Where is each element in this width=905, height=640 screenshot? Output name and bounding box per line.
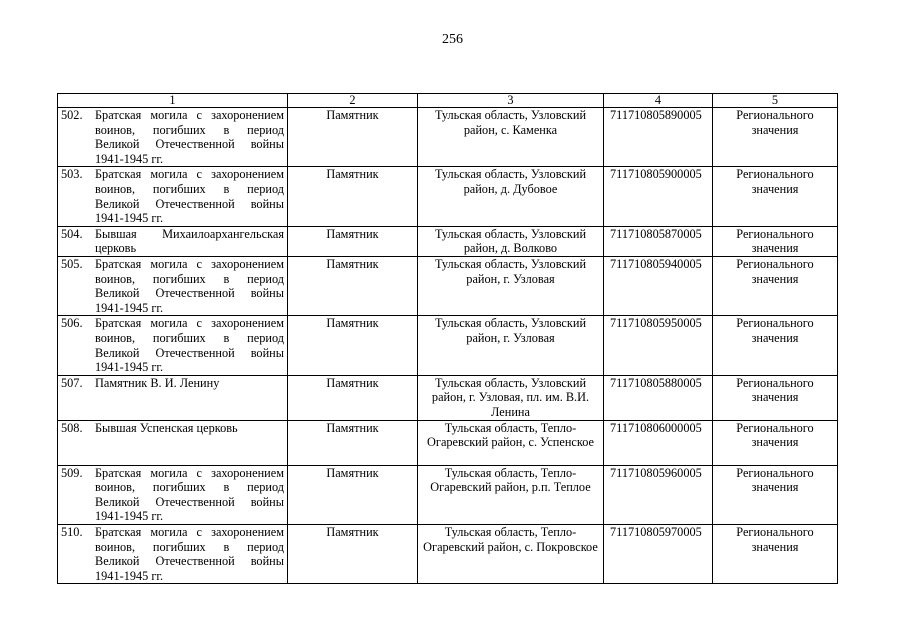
- row-number: 505.: [61, 256, 83, 271]
- significance-category: Регионального значения: [713, 226, 838, 256]
- table-row: [58, 316, 838, 375]
- object-name-cell: [58, 108, 288, 167]
- table-row: [58, 256, 838, 315]
- object-location: Тульская область, Узловский район, г. Узловая: [418, 316, 604, 375]
- object-type: Памятник: [288, 167, 418, 226]
- column-header-3: 3: [418, 94, 604, 108]
- object-location: Тульская область, Узловский район, с. Каменка: [418, 108, 604, 167]
- significance-category: Регионального значения: [713, 167, 838, 226]
- table-row: [58, 525, 838, 584]
- object-type: Памятник: [288, 465, 418, 524]
- object-name-cell: [58, 465, 288, 524]
- heritage-table: [57, 93, 838, 584]
- table-row: [58, 465, 838, 524]
- object-name: Братская могила с захоронением воинов, погибших в период Великой Отечественной войны 1941-1945 гг.: [95, 108, 284, 166]
- registry-number: 711710805890005: [604, 108, 713, 167]
- row-number: 509.: [61, 465, 83, 480]
- object-name-cell: [58, 525, 288, 584]
- object-name: Братская могила с захоронением воинов, погибших в период Великой Отечественной войны 1941-1945 гг.: [95, 316, 284, 375]
- significance-category: Регионального значения: [713, 108, 838, 167]
- table-row: [58, 375, 838, 420]
- row-number: 510.: [61, 525, 83, 540]
- row-number: 503.: [61, 167, 83, 182]
- object-location: Тульская область, Узловский район, д. Дубовое: [418, 167, 604, 226]
- row-number: 506.: [61, 316, 83, 331]
- row-number: 508.: [61, 420, 83, 435]
- row-number: 502.: [61, 108, 83, 122]
- object-name: Бывшая Успенская церковь: [95, 420, 238, 435]
- object-location: Тульская область, Узловский район, д. Волково: [418, 226, 604, 256]
- object-type: Памятник: [288, 420, 418, 465]
- registry-number: 711710805880005: [604, 375, 713, 420]
- significance-category: Регионального значения: [713, 375, 838, 420]
- row-number: 504.: [61, 226, 83, 241]
- object-location: Тульская область, Тепло-Огаревский район, с. Успенское: [418, 420, 604, 465]
- object-location: Тульская область, Тепло-Огаревский район, р.п. Теплое: [418, 465, 604, 524]
- registry-number: 711710805900005: [604, 167, 713, 226]
- registry-number: 711710805960005: [604, 465, 713, 524]
- object-type: Памятник: [288, 375, 418, 420]
- registry-number: 711710805940005: [604, 256, 713, 315]
- significance-category: Регионального значения: [713, 256, 838, 315]
- table-row: [58, 226, 838, 256]
- significance-category: Регионального значения: [713, 465, 838, 524]
- object-location: Тульская область, Узловский район, г. Узловая, пл. им. В.И. Ленина: [418, 375, 604, 420]
- object-location: Тульская область, Тепло-Огаревский район, с. Покровское: [418, 525, 604, 584]
- column-header-5: 5: [713, 94, 838, 108]
- header-row: [58, 94, 838, 108]
- object-name-cell: [58, 256, 288, 315]
- page-number: 256: [442, 32, 463, 47]
- column-header-2: 2: [288, 94, 418, 108]
- object-name-cell: [58, 420, 288, 465]
- registry-number: 711710805950005: [604, 316, 713, 375]
- table-row: [58, 420, 838, 465]
- object-name-cell: [58, 167, 288, 226]
- object-name: Бывшая Михаилоархангельская церковь: [95, 226, 284, 256]
- object-type: Памятник: [288, 226, 418, 256]
- significance-category: Регионального значения: [713, 316, 838, 375]
- object-type: Памятник: [288, 316, 418, 375]
- object-name: Братская могила с захоронением воинов, погибших в период Великой Отечественной войны 1941-1945 гг.: [95, 465, 284, 524]
- column-header-1: 1: [58, 94, 288, 108]
- object-name: Памятник В. И. Ленину: [95, 375, 220, 390]
- object-name: Братская могила с захоронением воинов, погибших в период Великой Отечественной войны 1941-1945 гг.: [95, 525, 284, 583]
- row-number: 507.: [61, 375, 83, 390]
- registry-number: 711710806000005: [604, 420, 713, 465]
- significance-category: Регионального значения: [713, 525, 838, 584]
- object-type: Памятник: [288, 256, 418, 315]
- object-location: Тульская область, Узловский район, г. Узловая: [418, 256, 604, 315]
- registry-number: 711710805870005: [604, 226, 713, 256]
- object-name: Братская могила с захоронением воинов, погибших в период Великой Отечественной войны 1941-1945 гг.: [95, 256, 284, 315]
- object-type: Памятник: [288, 108, 418, 167]
- table-row: [58, 108, 838, 167]
- significance-category: Регионального значения: [713, 420, 838, 465]
- object-name: Братская могила с захоронением воинов, погибших в период Великой Отечественной войны 1941-1945 гг.: [95, 167, 284, 226]
- registry-number: 711710805970005: [604, 525, 713, 584]
- column-header-4: 4: [604, 94, 713, 108]
- table-row: [58, 167, 838, 226]
- object-type: Памятник: [288, 525, 418, 584]
- object-name-cell: [58, 375, 288, 420]
- object-name-cell: [58, 316, 288, 375]
- object-name-cell: [58, 226, 288, 256]
